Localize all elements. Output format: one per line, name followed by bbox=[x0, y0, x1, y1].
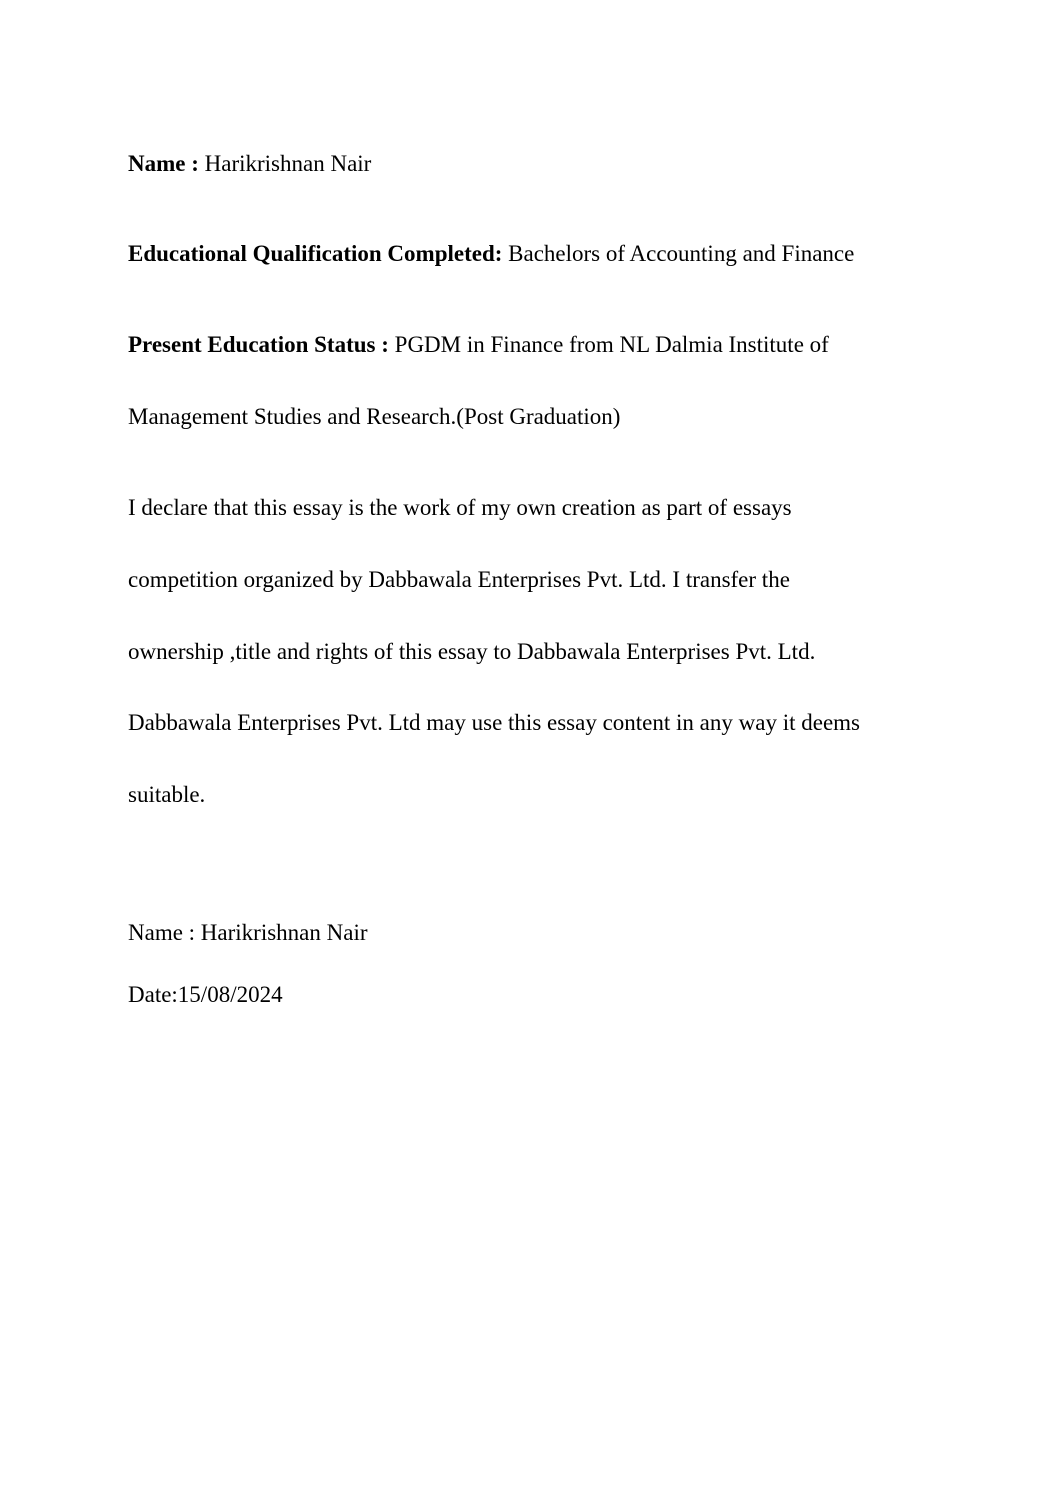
declaration-line: ownership ,title and rights of this essay to Dabbawala Enterprises Pvt. Ltd. bbox=[128, 639, 816, 664]
signature-name: Name : Harikrishnan Nair bbox=[128, 920, 368, 945]
present-education-status-label: Present Education Status : bbox=[128, 332, 389, 357]
declaration-line: competition organized by Dabbawala Enterprises Pvt. Ltd. I transfer the bbox=[128, 567, 790, 592]
name-label: Name : bbox=[128, 151, 199, 176]
educational-qualification-label: Educational Qualification Completed: bbox=[128, 241, 503, 266]
present-education-status-field bbox=[128, 331, 829, 359]
name-field bbox=[128, 150, 371, 178]
declaration-line: Dabbawala Enterprises Pvt. Ltd may use this essay content in any way it deems bbox=[128, 710, 860, 735]
name-value: Harikrishnan Nair bbox=[198, 151, 372, 176]
present-education-status-continuation: Management Studies and Research.(Post Graduation) bbox=[128, 404, 621, 429]
present-education-status-value: PGDM in Finance from NL Dalmia Institute of bbox=[388, 332, 829, 357]
educational-qualification-field bbox=[128, 240, 854, 268]
signature-date: Date:15/08/2024 bbox=[128, 982, 283, 1007]
declaration-line: suitable. bbox=[128, 782, 206, 807]
educational-qualification-value: Bachelors of Accounting and Finance bbox=[502, 241, 855, 266]
declaration-line: I declare that this essay is the work of my own creation as part of essays bbox=[128, 495, 792, 520]
